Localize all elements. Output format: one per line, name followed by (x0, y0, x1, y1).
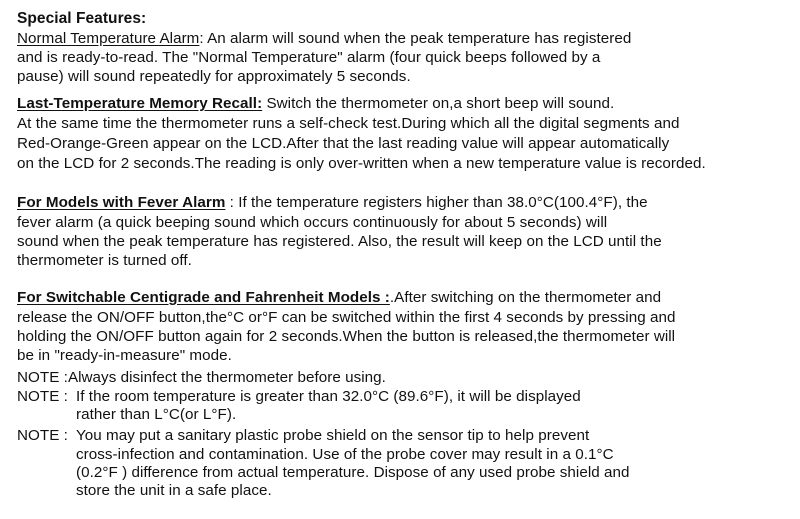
switchable-line-2: release the ON/OFF button,the°C or°F can be switched within the first 4 seconds by pressing and (17, 309, 676, 326)
normal-alarm-text: : An alarm will sound when the peak temperature has registered (199, 30, 632, 47)
memory-recall-line-4: on the LCD for 2 seconds.The reading is only over-written when a new temperature value is recorded. (17, 155, 706, 172)
switchable-line-3: holding the ON/OFF button again for 2 seconds.When the button is released,the thermometer will (17, 328, 676, 345)
note-3-text-line-1: You may put a sanitary plastic probe shield on the sensor tip to help prevent (76, 427, 590, 444)
normal-alarm-line-2: and is ready-to-read. The "Normal Temperature" alarm (four quick beeps followed by a (17, 49, 601, 66)
note-label: NOTE : (17, 388, 68, 405)
fever-alarm-line-4: thermometer is turned off. (17, 252, 192, 269)
normal-alarm-heading: Normal Temperature Alarm (17, 30, 200, 47)
memory-recall-text: Switch the thermometer on,a short beep will sound. (262, 95, 615, 112)
note-3-text-line-4: store the unit in a safe place. (76, 482, 272, 499)
section-title: Special Features: (17, 10, 147, 27)
note-2-text-line-1: If the room temperature is greater than 32.0°C (89.6°F), it will be displayed (76, 388, 581, 405)
note-2-text-line-2: rather than L°C(or L°F). (76, 406, 237, 423)
note-3-text-line-2: cross-infection and contamination. Use of the probe cover may result in a 0.1°C (76, 446, 614, 463)
fever-alarm-text: : If the temperature registers higher than 38.0°C(100.4°F), the (225, 194, 648, 211)
switchable-heading: For Switchable Centigrade and Fahrenheit Models : (17, 289, 390, 306)
normal-alarm-line-1 (17, 29, 631, 48)
fever-alarm-line-3: sound when the peak temperature has registered. Also, the result will keep on the LCD until the (17, 233, 662, 250)
memory-recall-line-2: At the same time the thermometer runs a self-check test.During which all the digital segments and (17, 115, 680, 132)
switchable-line-4: be in "ready-in-measure" mode. (17, 347, 232, 364)
fever-alarm-line-2: fever alarm (a quick beeping sound which occurs continuously for about 5 seconds) will (17, 214, 608, 231)
note-3 (17, 426, 589, 445)
memory-recall-heading: Last-Temperature Memory Recall: (17, 95, 263, 112)
memory-recall-line-3: Red-Orange-Green appear on the LCD.After that the last reading value will appear automatically (17, 135, 670, 152)
note-2 (17, 387, 581, 406)
note-3-text-line-3: (0.2°F ) difference from actual temperature. Dispose of any used probe shield and (76, 464, 630, 481)
fever-alarm-line-1 (17, 193, 648, 212)
note-label: NOTE : (17, 427, 68, 444)
switchable-line-1 (17, 288, 661, 307)
fever-alarm-heading: For Models with Fever Alarm (17, 194, 226, 211)
switchable-text: .After switching on the thermometer and (389, 289, 662, 306)
note-label: NOTE : (17, 369, 68, 386)
note-1-text: Always disinfect the thermometer before using. (67, 369, 386, 386)
normal-alarm-line-3: pause) will sound repeatedly for approximately 5 seconds. (17, 68, 411, 85)
note-1 (17, 368, 386, 387)
memory-recall-line-1 (17, 94, 614, 113)
